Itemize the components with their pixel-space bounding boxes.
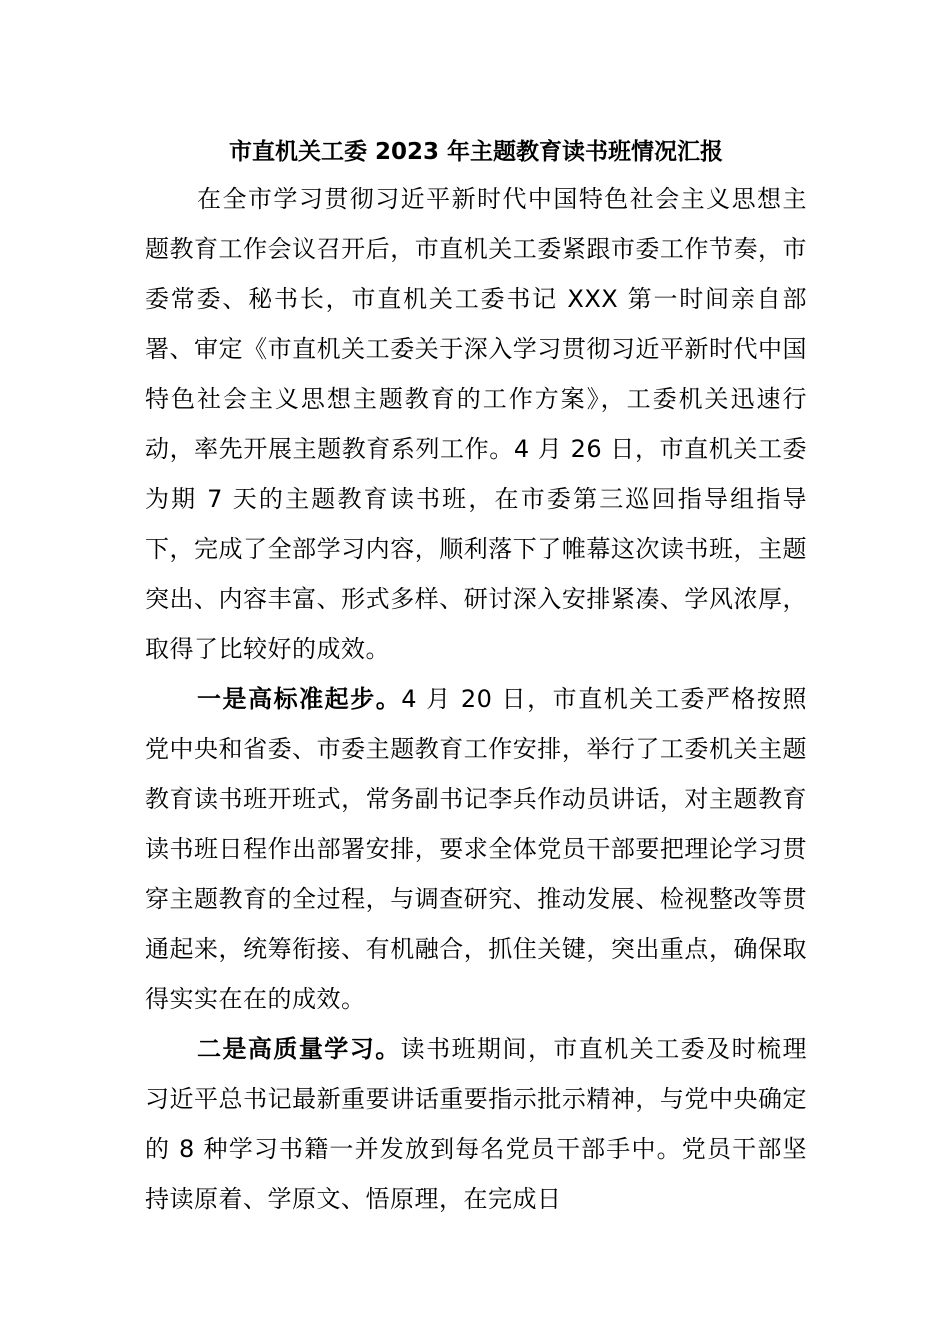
- paragraph-intro-text: 在全市学习贯彻习近平新时代中国特色社会主义思想主题教育工作会议召开后，市直机关工委紧跟市委工作节奏，市委常委、秘书长，市直机关工委书记 XXX 第一时间亲自部署、审定《市直机关工委关于深入学习贯彻习近平新时代中国特色社会主义思想主题教育的工作方案》，工委机关迅速行动，率先开展主题教育系列工作。4 月 26 日，市直机关工委为期 7 天的主题教育读书班，在市委第三巡回指导组指导下，完成了全部学习内容，顺利落下了帷幕这次读书班，主题突出、内容丰富、形式多样、研讨深入安排紧凑、学风浓厚，取得了比较好的成效。: [145, 185, 807, 663]
- paragraph-lead-heading: 二是高质量学习。: [197, 1035, 401, 1063]
- document-title: 市直机关工委 2023 年主题教育读书班情况汇报: [228, 139, 724, 165]
- paragraph-high-quality-study: [145, 1024, 807, 1224]
- paragraph-body-text: 4 月 20 日，市直机关工委严格按照党中央和省委、市委主题教育工作安排，举行了工委机关主题教育读书班开班式，常务副书记李兵作动员讲话，对主题教育读书班日程作出部署安排，要求全体党员干部要把理论学习贯穿主题教育的全过程，与调查研究、推动发展、检视整改等贯通起来，统筹衔接、有机融合，抓住关键，突出重点，确保取得实实在在的成效。: [145, 685, 807, 1013]
- paragraph-high-standard-start: [145, 674, 807, 1024]
- paragraph-lead-heading: 一是高标准起步。: [197, 685, 402, 713]
- paragraph-body-text: 读书班期间，市直机关工委及时梳理习近平总书记最新重要讲话重要指示批示精神，与党中央确定的 8 种学习书籍一并发放到每名党员干部手中。党员干部坚持读原着、学原文、悟原理，在完成日: [145, 1035, 808, 1213]
- paragraph-intro: [145, 174, 807, 674]
- document-page: [145, 130, 807, 1224]
